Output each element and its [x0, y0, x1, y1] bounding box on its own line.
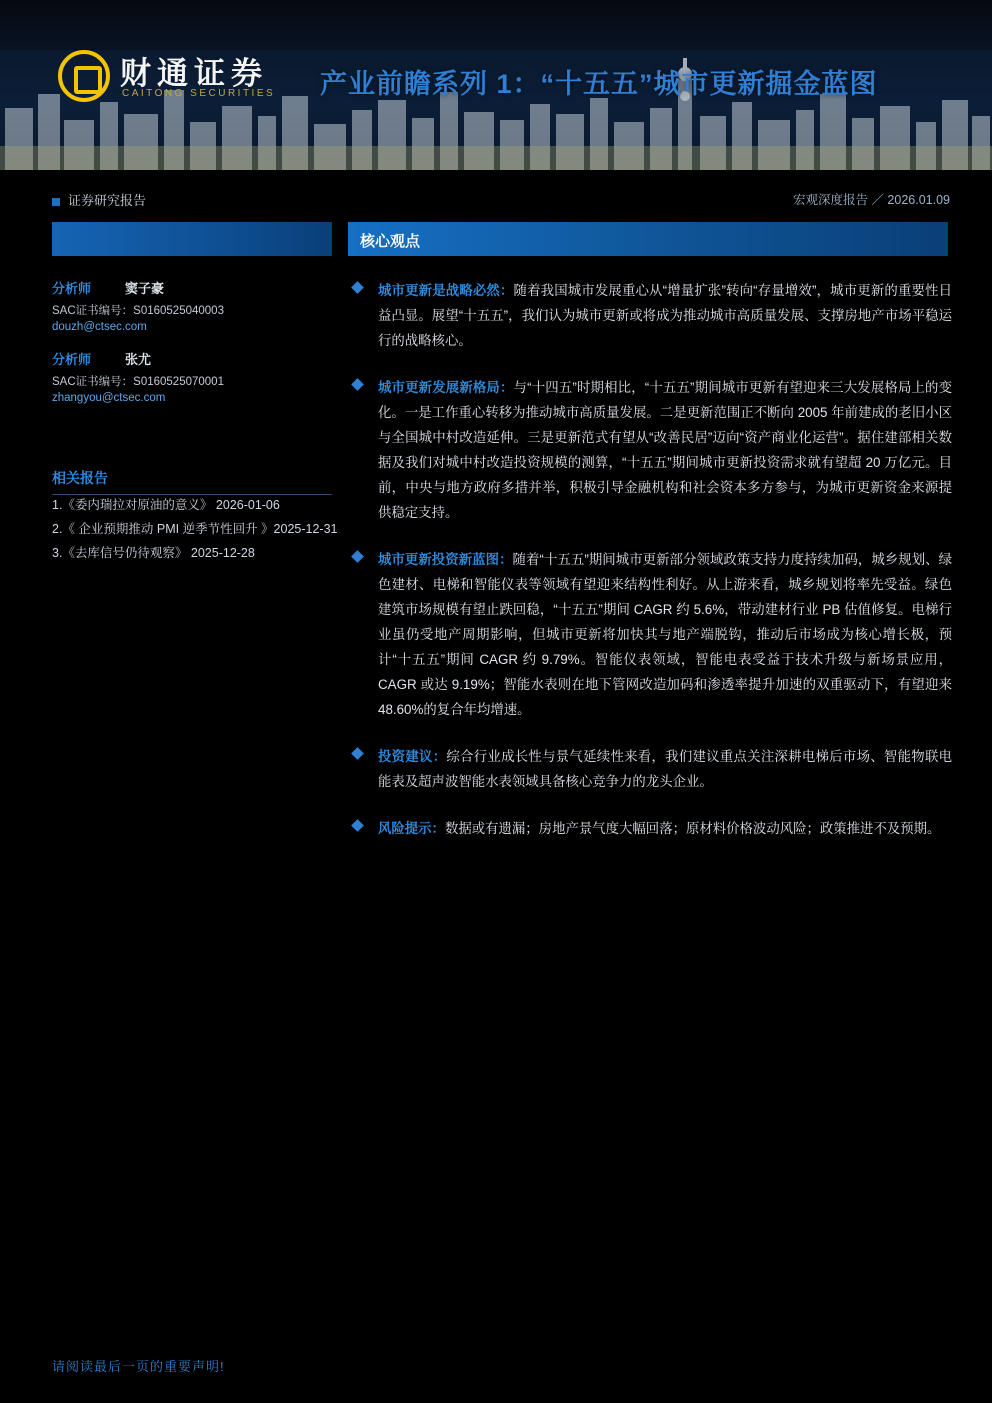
- list-item[interactable]: 3.《去库信号仍待观察》 2025-12-28: [52, 546, 255, 560]
- analyst-name: 窦子豪: [125, 281, 165, 296]
- analyst-entry: [52, 349, 342, 404]
- square-bullet-icon: [52, 198, 60, 206]
- core-view-header: [348, 222, 948, 256]
- point-body: 与“十四五”时期相比，“十五五”期间城市更新有望迎来三大发展格局上的变化。一是工作重心转移为推动城市高质量发展。二是更新范围正不断向 2005 年前建成的老旧小区与全国城中村改造延伸。三是更新范式有望从“改善民居”迈向“资产商业化运营”。据住建部相关数据及我们对城中村改造投资规模的测算，“十五五”期间城市更新投资需求就有望超 20 万亿元。目前，中央与地方政府多措并举，积极引导金融机构和社会资本多方参与，为城市更新资金来源提供稳定支持。: [378, 380, 952, 520]
- list-item[interactable]: 1.《委内瑞拉对原油的意义》 2026-01-06: [52, 498, 280, 512]
- list-item: [348, 375, 952, 525]
- sidebar-header-bar: [52, 222, 332, 256]
- analyst-role: 分析师: [52, 352, 92, 367]
- analyst-sac: SAC证书编号：S0160525040003: [52, 305, 224, 317]
- point-text: [378, 744, 952, 794]
- point-lead: 城市更新发展新格局：: [378, 380, 514, 395]
- point-text: [378, 278, 952, 353]
- diamond-bullet-icon: [351, 378, 364, 391]
- analyst-email[interactable]: douzh@ctsec.com: [52, 321, 147, 333]
- point-lead: 城市更新是战略必然：: [378, 283, 514, 298]
- logo-mark-icon: [58, 50, 110, 102]
- analyst-role-row: [52, 349, 342, 368]
- point-body: 随着我国城市发展重心从“增量扩张”转向“存量增效”，城市更新的重要性日益凸显。展望“十五五”，我们认为城市更新或将成为推动城市高质量发展、支撑房地产市场平稳运行的战略核心。: [378, 283, 952, 348]
- analyst-block: [52, 278, 342, 420]
- point-text: [378, 375, 952, 525]
- report-type-date: 宏观深度报告 ／ 2026.01.09: [792, 193, 950, 207]
- footer-disclaimer: 请阅读最后一页的重要声明!: [52, 1359, 225, 1374]
- core-points-list: [348, 278, 952, 863]
- point-body: 随着“十五五”期间城市更新部分领域政策支持力度持续加码，城乡规划、绿色建材、电梯和智能仪表等领域有望迎来结构性利好。从上游来看，城乡规划将率先受益。绿色建筑市场规模有望止跌回稳，“十五五”期间 CAGR 约 5.6%，带动建材行业 PB 估值修复。电梯行业虽仍受地产周期影响，但城市更新将加快其与地产端脱钩，推动后市场成为核心增长极，预计“十五五”期间 CAGR 约 9.79%。智能仪表领域，智能电表受益于技术升级与新场景应用，CAGR 或达 9.19%；智能水表则在地下管网改造加码和渗透率提升加速的双重驱动下，有望迎来 48.60%的复合年均增速。: [378, 552, 952, 717]
- list-item: [348, 547, 952, 722]
- analyst-role-row: [52, 278, 342, 297]
- related-reports-title: 相关报告: [52, 468, 332, 495]
- analyst-entry: [52, 278, 342, 333]
- diamond-bullet-icon: [351, 747, 364, 760]
- analyst-sac: SAC证书编号：S0160525070001: [52, 376, 224, 388]
- point-body: 综合行业成长性与景气延续性来看，我们建议重点关注深耕电梯后市场、智能物联电能表及超声波智能水表领域具备核心竞争力的龙头企业。: [378, 749, 953, 789]
- list-item: [348, 816, 952, 841]
- list-item: [348, 744, 952, 794]
- analyst-role: 分析师: [52, 281, 92, 296]
- point-text: [378, 547, 952, 722]
- diamond-bullet-icon: [351, 550, 364, 563]
- related-reports-list: [52, 495, 342, 567]
- point-lead: 投资建议：: [378, 749, 447, 764]
- point-body: 数据或有遗漏；房地产景气度大幅回落；原材料价格波动风险；政策推进不及预期。: [444, 821, 941, 836]
- list-item[interactable]: 2.《 企业预期推动 PMI 逆季节性回升 》2025-12-31: [52, 522, 338, 536]
- report-title: 产业前瞻系列 1：“十五五”城市更新掘金蓝图: [320, 69, 878, 99]
- core-view-title: 核心观点: [360, 233, 421, 250]
- analyst-email[interactable]: zhangyou@ctsec.com: [52, 392, 166, 404]
- logo-text: 财通证券: [120, 56, 268, 91]
- point-text: [378, 816, 952, 841]
- research-report-text: 证券研究报告: [68, 193, 147, 208]
- diamond-bullet-icon: [351, 819, 364, 832]
- point-lead: 风险提示：: [378, 821, 445, 836]
- diamond-bullet-icon: [351, 281, 364, 294]
- list-item: [348, 278, 952, 353]
- analyst-name: 张尤: [125, 352, 152, 367]
- research-report-label: [52, 190, 146, 209]
- company-logo: [58, 48, 308, 110]
- logo-subtext: CAITONG SECURITIES: [122, 88, 276, 99]
- header-banner: [0, 0, 992, 170]
- point-lead: 城市更新投资新蓝图：: [378, 552, 513, 567]
